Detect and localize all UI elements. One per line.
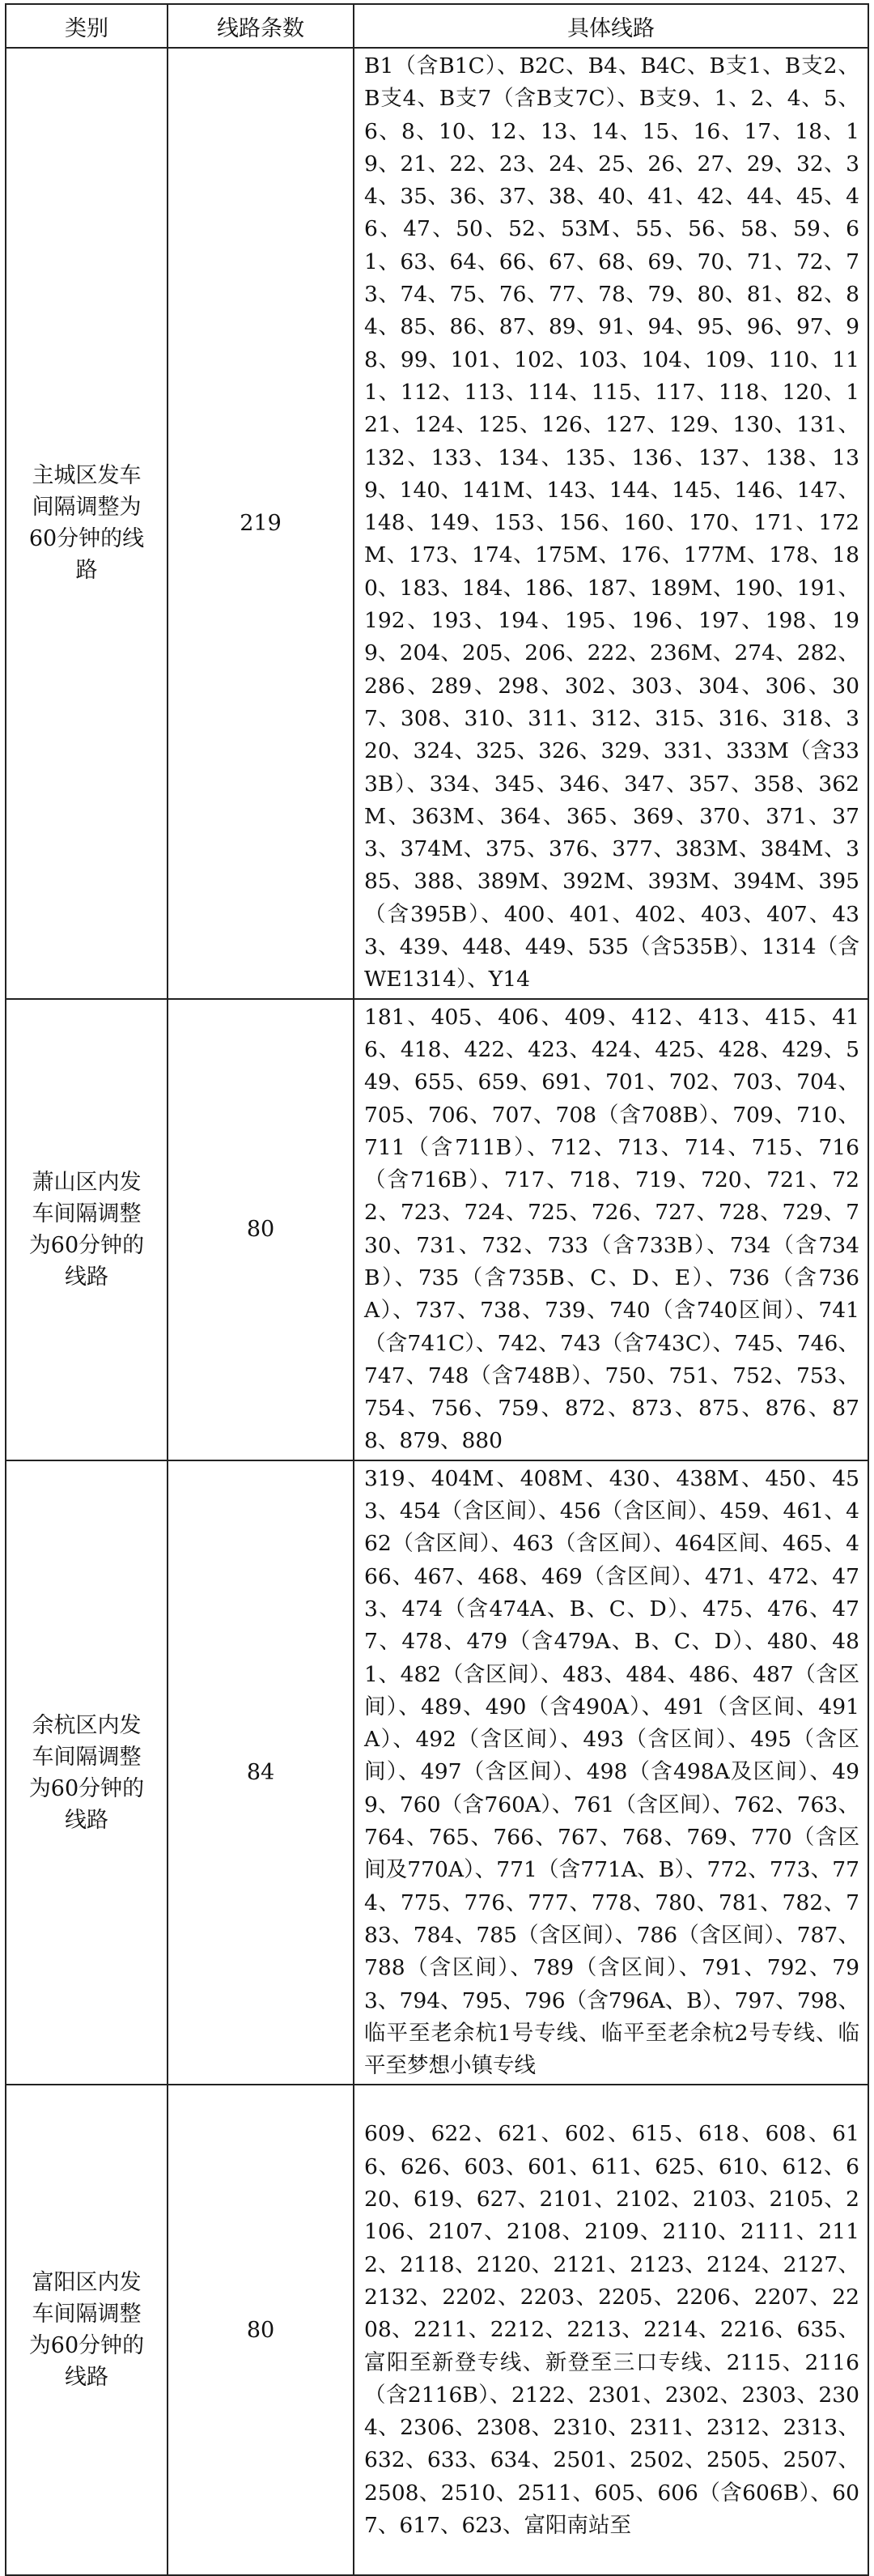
bus-routes-table [5,3,869,2576]
table-row [6,1460,868,2085]
header-category: 类别 [6,4,168,48]
table-row [6,999,868,1460]
table-row [6,2085,868,2575]
header-count: 线路条数 [168,4,354,48]
row-routes: 181、405、406、409、412、413、415、416、418、422、423、424、425、428、429、549、655、659、691、701、702、703、704、705、706、707、708（含708B）、709、710、711（含711B）、712、713、714、715、716（含716B）、717、718、719、720、721、722、723、724、725、726、727、728、729、730、731、732、733（含733B）、734（含734B）、735（含735B、C、D、E）、736（含736A）、737、738、739、740（含740区间）、741（含741C）、742、743（含743C）、745、746、747、748（含748B）、750、751、752、753、754、756、759、872、873、875、876、878、879、880 [354,999,868,1460]
row-count: 219 [168,48,354,999]
row-count: 84 [168,1460,354,2085]
row-routes: 609、622、621、602、615、618、608、616、626、603、601、611、625、610、612、620、619、627、2101、2102、2103、2105、2106、2107、2108、2109、2110、2111、2112、2118、2120、2121、2123、2124、2127、2132、2202、2203、2205、2206、2207、2208、2211、2212、2213、2214、2216、635、富阳至新登专线、新登至三口专线、2115、2116（含2116B）、2122、2301、2302、2303、2304、2306、2308、2310、2311、2312、2313、632、633、634、2501、2502、2505、2507、2508、2510、2511、605、606（含606B）、607、617、623、富阳南站至 [354,2085,868,2575]
row-category: 主城区发车间隔调整为60分钟的线路 [6,48,168,999]
row-count: 80 [168,2085,354,2575]
row-category: 余杭区内发车间隔调整为60分钟的线路 [6,1460,168,2085]
row-routes: B1（含B1C）、B2C、B4、B4C、B支1、B支2、B支4、B支7（含B支7C）、B支9、1、2、4、5、6、8、10、12、13、14、15、16、17、18、19、21、22、23、24、25、26、27、29、32、34、35、36、37、38、40、41、42、44、45、46、47、50、52、53M、55、56、58、59、61、63、64、66、67、68、69、70、71、72、73、74、75、76、77、78、79、80、81、82、84、85、86、87、89、91、94、95、96、97、98、99、101、102、103、104、109、110、111、112、113、114、115、117、118、120、121、124、125、126、127、129、130、131、132、133、134、135、136、137、138、139、140、141M、143、144、145、146、147、148、149、153、156、160、170、171、172M、173、174、175M、176、177M、178、180、183、184、186、187、189M、190、191、192、193、194、195、196、197、198、199、204、205、206、222、236M、274、282、286、289、298、302、303、304、306、307、308、310、311、312、315、316、318、320、324、325、326、329、331、333M（含333B）、334、345、346、347、357、358、362M、363M、364、365、369、370、371、373、374M、375、376、377、383M、384M、385、388、389M、392M、393M、394M、395（含395B）、400、401、402、403、407、433、439、448、449、535（含535B）、1314（含WE1314）、Y14 [354,48,868,999]
table-row [6,48,868,999]
row-count: 80 [168,999,354,1460]
header-row [6,4,868,48]
header-routes: 具体线路 [354,4,868,48]
row-routes: 319、404M、408M、430、438M、450、453、454（含区间）、456（含区间）、459、461、462（含区间）、463（含区间）、464区间、465、466、467、468、469（含区间）、471、472、473、474（含474A、B、C、D）、475、476、477、478、479（含479A、B、C、D）、480、481、482（含区间）、483、484、486、487（含区间）、489、490（含490A）、491（含区间、491A）、492（含区间）、493（含区间）、495（含区间）、497（含区间）、498（含498A及区间）、499、760（含760A）、761（含区间）、762、763、764、765、766、767、768、769、770（含区间及770A）、771（含771A、B）、772、773、774、775、776、777、778、780、781、782、783、784、785（含区间）、786（含区间）、787、788（含区间）、789（含区间）、791、792、793、794、795、796（含796A、B）、797、798、临平至老余杭1号专线、临平至老余杭2号专线、临平至梦想小镇专线 [354,1460,868,2085]
row-category: 富阳区内发车间隔调整为60分钟的线路 [6,2085,168,2575]
row-category: 萧山区内发车间隔调整为60分钟的线路 [6,999,168,1460]
